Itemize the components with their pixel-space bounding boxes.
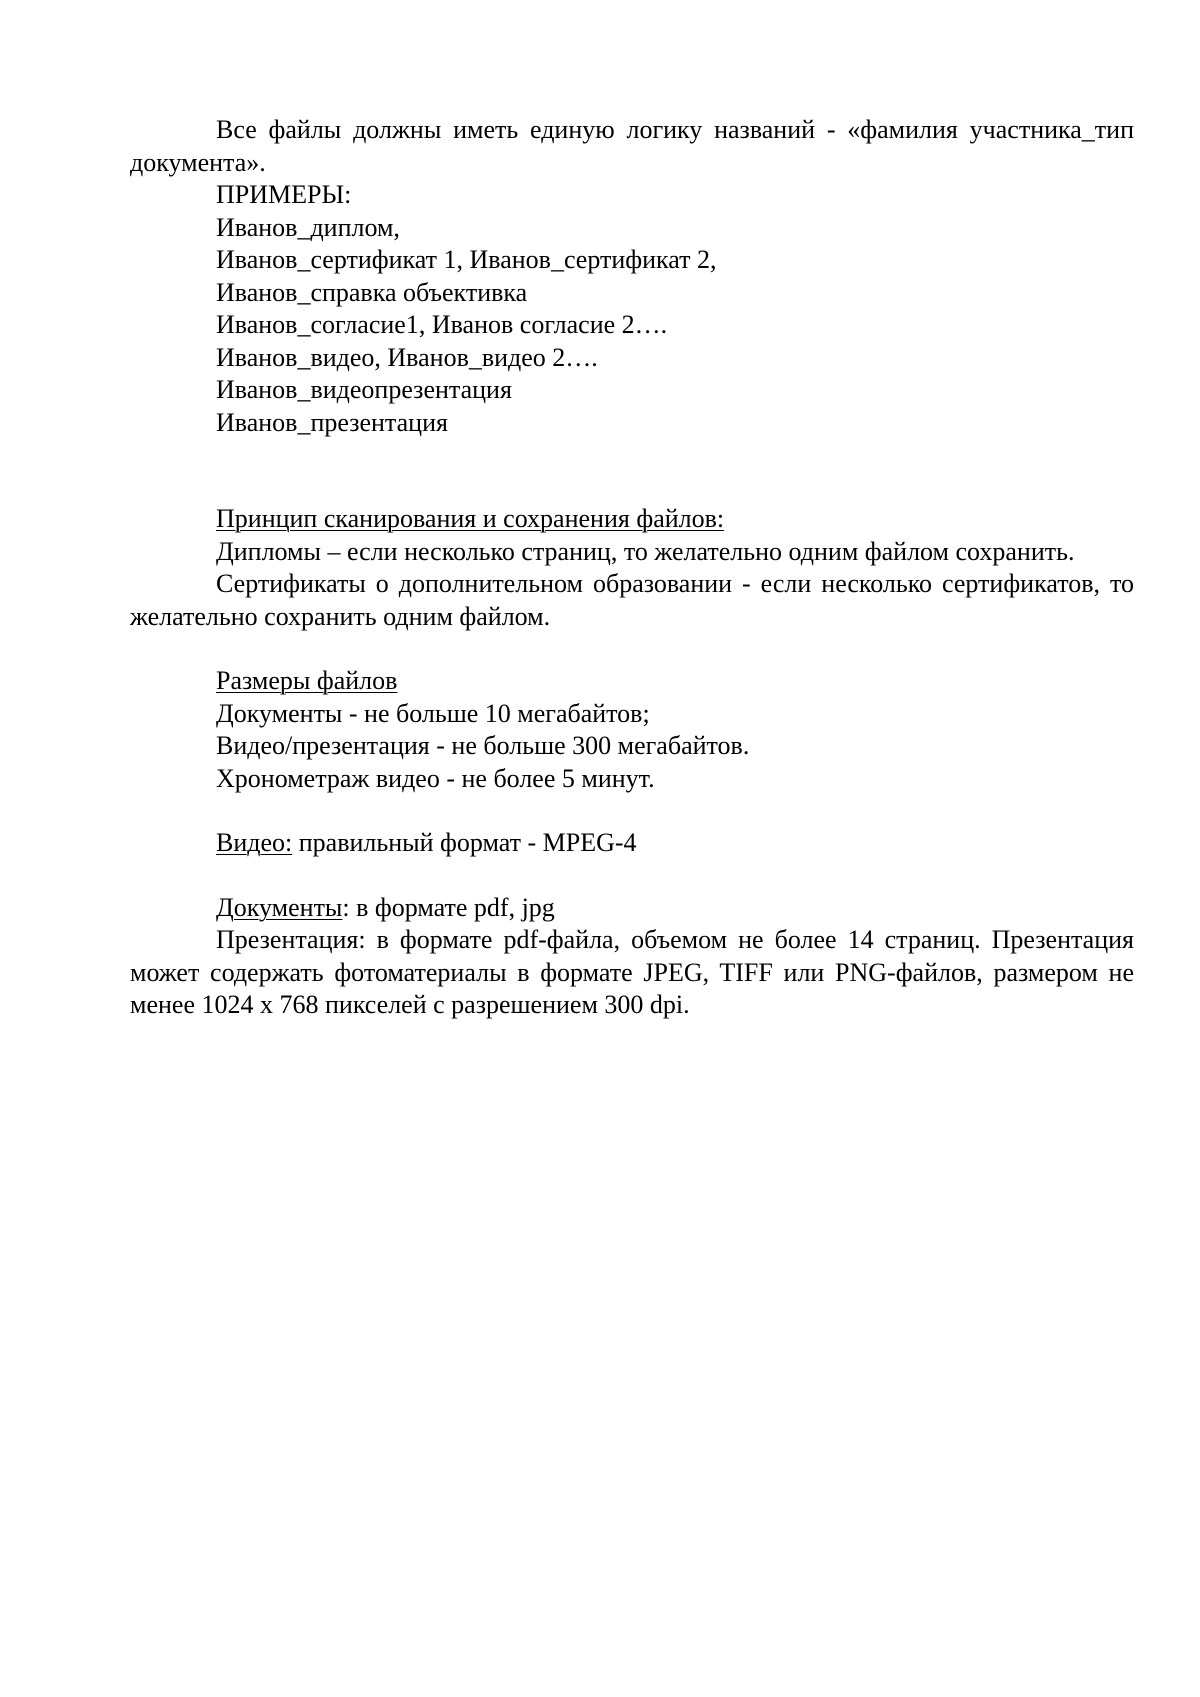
examples-heading: ПРИМЕРЫ: [216, 180, 352, 209]
example-item: Иванов_диплом, [216, 212, 400, 242]
sizes-heading [130, 665, 1134, 698]
certificates-paragraph: Сертификаты о дополнительном образовании - если несколько сертификатов, то желательно сохранить одним файлом. [130, 569, 1134, 631]
documents-format-text: : в формате pdf, jpg [342, 892, 555, 922]
diplomas-paragraph: Дипломы – если несколько страниц, то желательно одним файлом сохранить. [216, 536, 1075, 566]
document-page [130, 114, 1134, 1022]
size-item: Документы - не больше 10 мегабайтов; [216, 698, 650, 728]
spacer [130, 795, 1134, 827]
scanning-heading [130, 503, 1134, 536]
example-item: Иванов_презентация [216, 407, 448, 437]
documents-label: Документы [216, 892, 343, 922]
example-item: Иванов_согласие1, Иванов согласие 2…. [216, 310, 668, 339]
spacer [130, 860, 1134, 892]
example-item: Иванов_видео, Иванов_видео 2…. [216, 342, 598, 372]
spacer [130, 633, 1134, 665]
example-item: Иванов_сертификат 1, Иванов_сертификат 2, [216, 245, 717, 274]
video-label: Видео: [216, 828, 293, 857]
example-item: Иванов_справка объективка [216, 277, 528, 307]
documents-format-line [130, 892, 1134, 925]
spacer [130, 439, 1134, 503]
example-item: Иванов_видеопрезентация [216, 375, 512, 404]
size-item: Видео/презентация - не больше 300 мегабайтов. [216, 731, 750, 760]
naming-rule-paragraph: Все файлы должны иметь единую логику названий - «фамилия участника_тип документа». [130, 115, 1134, 177]
size-item: Хронометраж видео - не более 5 минут. [216, 763, 655, 793]
video-format-line [130, 827, 1134, 860]
scanning-heading-text: Принцип сканирования и сохранения файлов: [216, 504, 725, 533]
presentation-paragraph: Презентация: в формате pdf-файла, объемом не более 14 страниц. Презентация может содержать фотоматериалы в формате JPEG, TIFF или PNG-файлов, размером не менее 1024 х 768 пикселей с разрешением 300 dpi. [130, 925, 1134, 1019]
video-format-text: правильный формат - MPEG-4 [292, 828, 637, 857]
sizes-heading-text: Размеры файлов [216, 666, 398, 695]
